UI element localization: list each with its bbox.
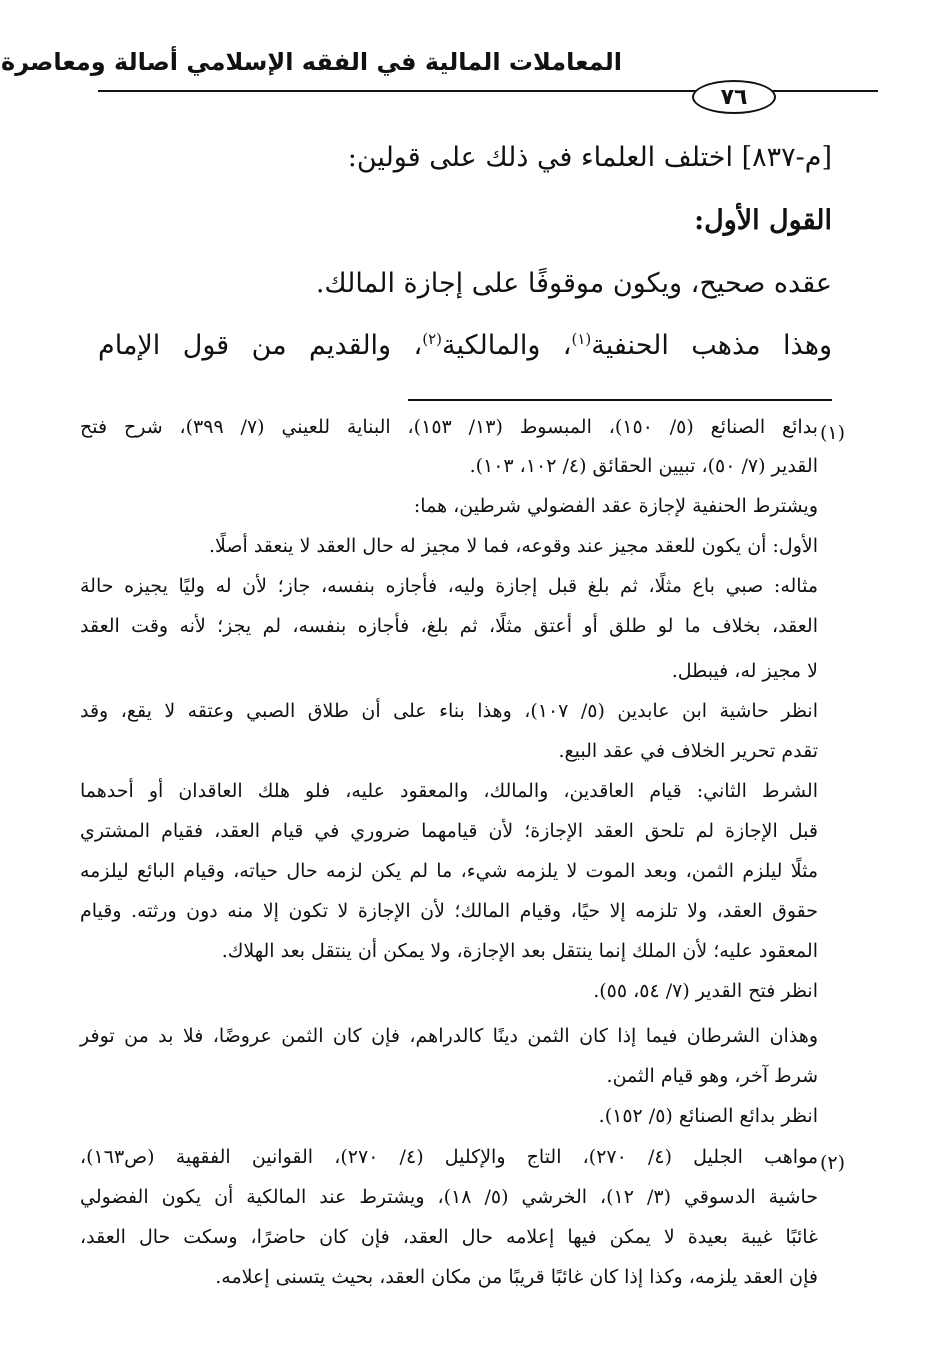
footnote-line: مثاله: صبي باع مثلًا، ثم بلغ قبل إجازة وليه، فأجازه بنفسه، جاز؛ لأن له وليًا يجيزه حالة — [80, 575, 818, 597]
footnote-line: العقد، بخلاف ما لو طلق أو أعتق مثلًا، ثم بلغ، فأجازه بنفسه، لم يجز؛ لأنه وقت العقد — [80, 615, 818, 637]
footnote-line: ويشترط الحنفية لإجازة عقد الفضولي شرطين، هما: — [413, 495, 818, 517]
footnote-line: مواهب الجليل (٤/ ٢٧٠)، التاج والإكليل (٤/ ٢٧٠)، القوانين الفقهية (ص١٦٣)، — [80, 1146, 819, 1168]
footnote-line: شرط آخر، وهو قيام الثمن. — [606, 1065, 818, 1087]
footnote-line: غائبًا غيبة بعيدة لا يمكن فيها إعلامه حال العقد، فإن كان حاضرًا، وسكت حال العقد، — [80, 1226, 818, 1248]
footnote-line: انظر حاشية ابن عابدين (٥/ ١٠٧)، وهذا بناء على أن طلاق الصبي وعتقه لا يقع، وقد — [80, 700, 818, 722]
footnote-line: المعقود عليه؛ لأن الملك إنما ينتقل بعد الإجازة، ولا يمكن أن ينتقل بعد الهلاك. — [221, 940, 818, 962]
footnote-reference-2[interactable]: (٢) — [422, 330, 442, 348]
footnote-line: الأول: أن يكون للعقد مجيز عند وقوعه، فما لا مجيز له حال العقد لا ينعقد أصلًا. — [208, 535, 818, 557]
page-number: ٧٦ — [692, 80, 776, 114]
footnote-line: القدير (٧/ ٥٠)، تبيين الحقائق (٤/ ١٠٢، ١٠٣). — [469, 455, 818, 477]
footnote-divider — [408, 399, 832, 401]
footnote-number: (٢) — [820, 1152, 846, 1174]
footnote-line: بدائع الصنائع (٥/ ١٥٠)، المبسوط (١٣/ ١٥٣)، البناية للعيني (٧/ ٣٩٩)، شرح فتح — [80, 416, 818, 438]
main-text-fragment: ، والمالكية — [442, 330, 572, 361]
footnote-line: فإن العقد يلزمه، وكذا إذا كان غائبًا قريبًا من مكان العقد، بحيث يتسنى إعلامه. — [215, 1266, 818, 1288]
section-heading: القول الأول: — [694, 205, 832, 236]
footnote-line: حقوق العقد، ولا تلزمه إلا حيًا، وقيام المالك؛ لأن الإجازة لا تكون إلا منه دون ورثته. وقيام — [80, 900, 818, 922]
footnote-line: انظر بدائع الصنائع (٥/ ١٥٢). — [598, 1105, 818, 1127]
main-text-line-4 — [98, 330, 832, 361]
main-text-fragment: وهذا مذهب الحنفية — [591, 330, 832, 361]
running-header-title: المعاملات المالية في الفقه الإسلامي أصالة ومعاصرة — [1, 48, 622, 76]
footnote-line: حاشية الدسوقي (٣/ ١٢)، الخرشي (٥/ ١٨)، ويشترط عند المالكية أن يكون الفضولي — [80, 1186, 818, 1208]
footnote-line: قبل الإجازة لم تلحق العقد الإجازة؛ لأن قيامهما ضروري في قيام العقد، فقيام المشتري — [80, 820, 818, 842]
footnote-reference-1[interactable]: (١) — [571, 330, 592, 348]
main-text-fragment: ، والقديم من قول الإمام — [98, 330, 423, 361]
main-text-line-3: عقده صحيح، ويكون موقوفًا على إجازة المالك. — [315, 268, 832, 299]
main-text-line-1: [م-٨٣٧] اختلف العلماء في ذلك على قولين: — [347, 142, 832, 173]
footnote-number: (١) — [820, 422, 846, 444]
footnote-line: تقدم تحرير الخلاف في عقد البيع. — [558, 740, 818, 762]
footnote-line: انظر فتح القدير (٧/ ٥٤، ٥٥). — [593, 980, 818, 1002]
footnote-line: الشرط الثاني: قيام العاقدين، والمالك، والمعقود عليه، فلو هلك العاقدان أو أحدهما — [80, 780, 818, 802]
footnote-line: مثلًا ليلزم الثمن، وبعد الموت لا يلزمه شيء، ما لم يكن لزمه حال حياته، وقيام البائع ليلزمه — [80, 860, 818, 882]
footnote-line: لا مجيز له، فيبطل. — [671, 660, 818, 682]
footnote-line: وهذان الشرطان فيما إذا كان الثمن دينًا كالدراهم، فإن كان الثمن عروضًا، فلا بد من توفر — [80, 1025, 818, 1047]
